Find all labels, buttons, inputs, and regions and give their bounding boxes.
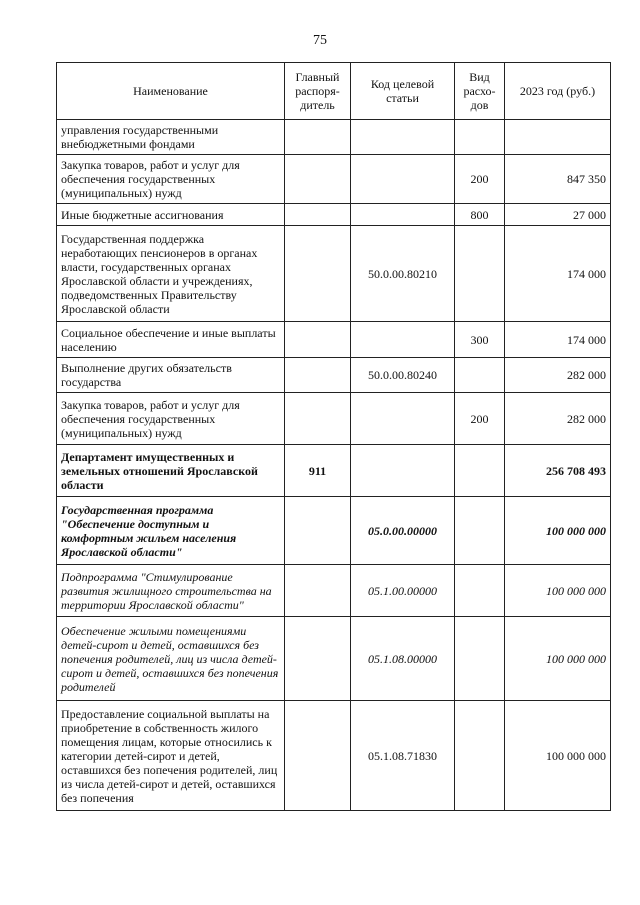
row-name-cell: Иные бюджетные ассигнования [57, 204, 285, 226]
row-admin-cell [285, 393, 351, 445]
row-type-cell: 200 [455, 155, 505, 204]
row-amount-cell: 174 000 [505, 226, 611, 322]
header-admin: Главный распоря-дитель [285, 63, 351, 120]
row-code-cell [351, 204, 455, 226]
row-admin-cell [285, 617, 351, 701]
row-code-cell: 50.0.00.80240 [351, 358, 455, 393]
row-name-cell: Государственная поддержка неработающих пенсионеров в органах власти, государственных органах Ярославской области и учреждениях, подведомственных Правительству Ярославской области [57, 226, 285, 322]
row-code-cell: 05.0.00.00000 [351, 497, 455, 565]
row-type-cell: 800 [455, 204, 505, 226]
row-type-cell: 200 [455, 393, 505, 445]
row-amount-cell: 256 708 493 [505, 445, 611, 497]
row-name-cell: управления государственными внебюджетными фондами [57, 120, 285, 155]
row-admin-cell [285, 155, 351, 204]
row-code-cell: 05.1.00.00000 [351, 565, 455, 617]
table-header-row [57, 63, 611, 120]
header-type: Вид расхо-дов [455, 63, 505, 120]
header-code: Код целевой статьи [351, 63, 455, 120]
table-row [57, 497, 611, 565]
row-amount-cell: 174 000 [505, 322, 611, 358]
row-amount-cell: 27 000 [505, 204, 611, 226]
row-code-cell [351, 155, 455, 204]
row-admin-cell [285, 226, 351, 322]
row-admin-cell: 911 [285, 445, 351, 497]
row-admin-cell [285, 701, 351, 811]
table-row [57, 120, 611, 155]
table-row [57, 226, 611, 322]
row-name-cell: Департамент имущественных и земельных отношений Ярославской области [57, 445, 285, 497]
header-year: 2023 год (руб.) [505, 63, 611, 120]
row-admin-cell [285, 497, 351, 565]
row-type-cell: 300 [455, 322, 505, 358]
row-code-cell: 50.0.00.80210 [351, 226, 455, 322]
row-code-cell: 05.1.08.00000 [351, 617, 455, 701]
row-type-cell [455, 701, 505, 811]
row-amount-cell: 282 000 [505, 393, 611, 445]
row-name-cell: Закупка товаров, работ и услуг для обеспечения государственных (муниципальных) нужд [57, 155, 285, 204]
row-code-cell [351, 120, 455, 155]
row-code-cell [351, 322, 455, 358]
row-amount-cell: 847 350 [505, 155, 611, 204]
row-type-cell [455, 226, 505, 322]
row-amount-cell: 282 000 [505, 358, 611, 393]
table-row [57, 617, 611, 701]
row-name-cell: Предоставление социальной выплаты на приобретение в собственность жилого помещения лицам, которые относились к категории детей-сирот и детей, оставшихся без попечения родителей, лиц из числа детей-сирот и детей, оставшихся без попечения [57, 701, 285, 811]
row-admin-cell [285, 565, 351, 617]
row-type-cell [455, 120, 505, 155]
row-code-cell [351, 445, 455, 497]
row-type-cell [455, 445, 505, 497]
budget-table [56, 62, 611, 811]
row-name-cell: Подпрограмма "Стимулирование развития жилищного строительства на территории Ярославской области" [57, 565, 285, 617]
row-name-cell: Государственная программа "Обеспечение доступным и комфортным жильем населения Ярославской области" [57, 497, 285, 565]
row-type-cell [455, 617, 505, 701]
row-admin-cell [285, 120, 351, 155]
row-code-cell: 05.1.08.71830 [351, 701, 455, 811]
table-row [57, 155, 611, 204]
row-amount-cell: 100 000 000 [505, 565, 611, 617]
row-name-cell: Закупка товаров, работ и услуг для обеспечения государственных (муниципальных) нужд [57, 393, 285, 445]
page-number: 75 [313, 33, 327, 48]
table-row [57, 565, 611, 617]
row-code-cell [351, 393, 455, 445]
row-amount-cell: 100 000 000 [505, 617, 611, 701]
table-row [57, 204, 611, 226]
table-row [57, 358, 611, 393]
row-admin-cell [285, 204, 351, 226]
table-row [57, 393, 611, 445]
table-row [57, 322, 611, 358]
table-row [57, 701, 611, 811]
header-name: Наименование [57, 63, 285, 120]
row-amount-cell [505, 120, 611, 155]
table-row [57, 445, 611, 497]
row-amount-cell: 100 000 000 [505, 497, 611, 565]
row-type-cell [455, 358, 505, 393]
row-name-cell: Социальное обеспечение и иные выплаты населению [57, 322, 285, 358]
row-name-cell: Обеспечение жилыми помещениями детей-сирот и детей, оставшихся без попечения родителей, лиц из числа детей-сирот и детей, оставшихся без попечения родителей [57, 617, 285, 701]
row-admin-cell [285, 322, 351, 358]
row-name-cell: Выполнение других обязательств государства [57, 358, 285, 393]
row-type-cell [455, 497, 505, 565]
row-admin-cell [285, 358, 351, 393]
row-amount-cell: 100 000 000 [505, 701, 611, 811]
row-type-cell [455, 565, 505, 617]
